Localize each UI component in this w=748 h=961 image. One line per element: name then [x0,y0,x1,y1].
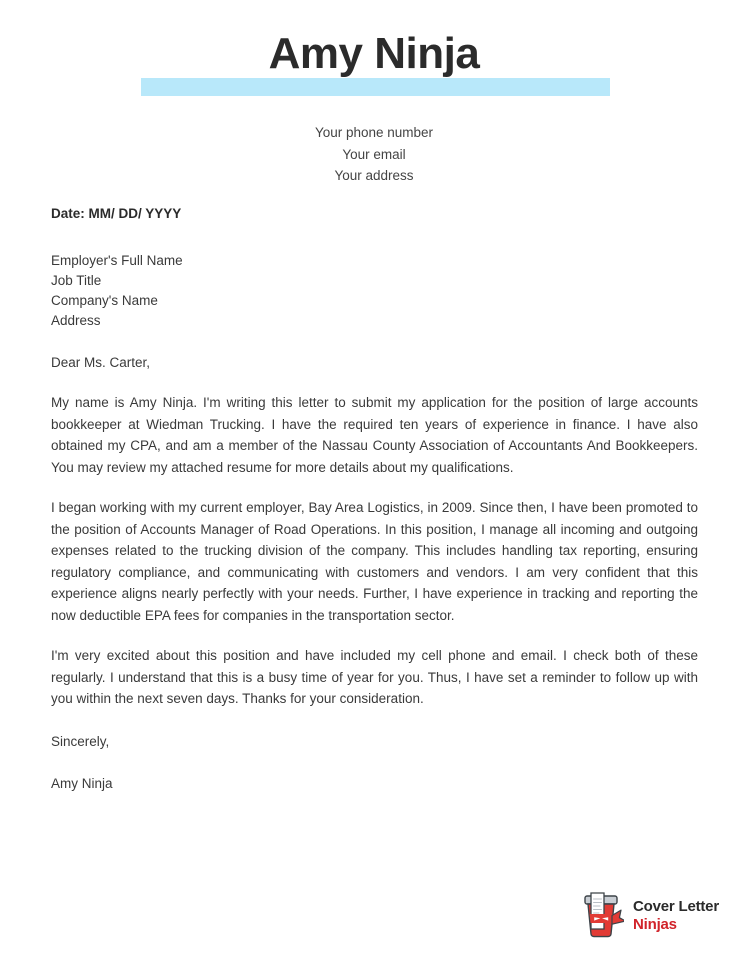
recipient-name: Employer's Full Name [51,253,183,268]
applicant-name: Amy Ninja [268,29,480,78]
recipient-block [51,251,698,331]
brand-logo [578,890,719,940]
signature-name: Amy Ninja [51,775,113,791]
body-paragraph-1: My name is Amy Ninja. I'm writing this letter to submit my application for the position of large accounts bookkeeper at Wiedman Trucking. I have the required ten years of experience in finance. I have also obtained my CPA, and am a member of the Nassau County Association of Accountants And Bookkeepers. You may review my attached resume for more details about my qualifications. [51,395,698,475]
contact-address: Your address [334,168,414,183]
brand-name-line-2: Ninjas [633,915,677,933]
recipient-company: Company's Name [51,293,158,308]
date-line: Date: MM/ DD/ YYYY [51,206,182,221]
recipient-job-title: Job Title [51,273,102,288]
name-highlight-bar [141,78,610,96]
brand-name-line-1: Cover Letter [633,897,719,915]
recipient-address: Address [51,313,101,328]
closing-line: Sincerely, [51,733,110,749]
contact-phone: Your phone number [314,125,434,140]
brand-logo-text [633,899,719,932]
body-paragraph-2: I began working with my current employer, Bay Area Logistics, in 2009. Since then, I have been promoted to the position of Accounts Manager of Road Operations. In this position, I manage all incoming and outgoing expenses related to the trucking division of the company. This includes handling tax reporting, ensuring regulatory compliance, and communicating with customers and vendors. I am very confident that this experience aligns nearly perfectly with your needs. Further, I have experience in tracking and reporting the now deductible EPA fees for companies in the transportation sector. [51,500,698,623]
letter-header [0,0,748,110]
contact-block [0,122,748,187]
contact-email: Your email [342,146,406,162]
letter-body [51,204,698,794]
salutation: Dear Ms. Carter, [51,355,151,370]
body-paragraph-3: I'm very excited about this position and have included my cell phone and email. I check both of these regularly. I understand that this is a busy time of year for you. Thus, I have set a reminder to follow up with you within the next seven days. Thanks for your consideration. [51,648,698,706]
ninja-coffee-cup-icon [578,890,624,940]
